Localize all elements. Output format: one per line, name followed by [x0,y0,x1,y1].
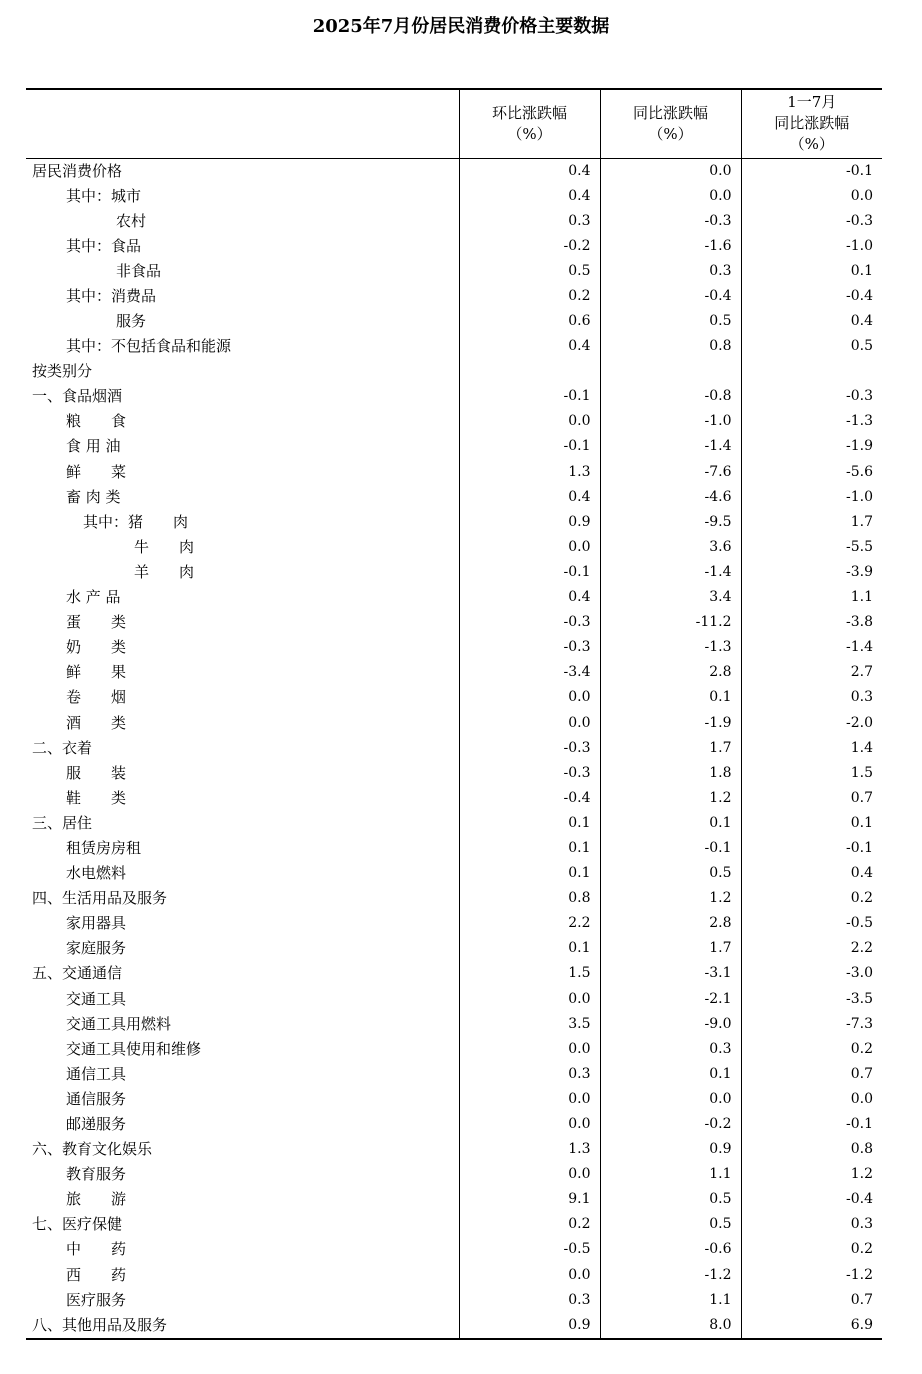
cell-mom: 0.4 [459,485,600,510]
header-ytd-line1: 1一7月 [787,93,837,112]
cell-ytd: 0.4 [741,861,882,886]
row-label: 水 产 品 [66,588,121,607]
table-row [26,1237,882,1262]
cell-mom: 0.0 [459,987,600,1012]
cell-mom: 1.5 [459,961,600,986]
table-row [26,585,882,610]
row-label: 鞋 类 [66,788,127,807]
cell-mom: 0.3 [459,1288,600,1313]
table-row [26,158,882,184]
cell-mom: 1.3 [459,460,600,485]
cell-mom: 3.5 [459,1012,600,1037]
row-label: 其中：消费品 [66,286,157,305]
cell-mom: 0.4 [459,334,600,359]
cell-mom: 0.0 [459,1037,600,1062]
row-label: 中 药 [66,1240,127,1259]
cell-ytd: 0.1 [741,811,882,836]
cell-yoy: -11.2 [600,610,741,635]
cell-ytd: 0.2 [741,886,882,911]
cell-ytd: 2.2 [741,936,882,961]
table-row [26,836,882,861]
cell-yoy: 0.5 [600,1187,741,1212]
cell-ytd: -0.1 [741,836,882,861]
cell-ytd: -5.6 [741,460,882,485]
cell-mom: -0.3 [459,635,600,660]
cell-mom: 0.0 [459,1087,600,1112]
cell-yoy: -1.0 [600,409,741,434]
cell-mom: -0.5 [459,1237,600,1262]
table-row [26,209,882,234]
cell-ytd: 0.0 [741,1087,882,1112]
cell-yoy: 1.1 [600,1288,741,1313]
table-row [26,911,882,936]
row-label: 羊 肉 [134,562,195,581]
table-row [26,610,882,635]
table-row [26,1087,882,1112]
cell-ytd: 0.4 [741,309,882,334]
cell-yoy: -7.6 [600,460,741,485]
row-label: 蛋 类 [66,613,127,632]
cell-yoy: 2.8 [600,660,741,685]
row-label: 租赁房房租 [66,838,142,857]
header-yoy-line1: 同比涨跌幅 [632,103,708,122]
cell-mom: -3.4 [459,660,600,685]
row-label: 其中：城市 [66,186,142,205]
cell-yoy: -0.8 [600,384,741,409]
cell-yoy: -1.6 [600,234,741,259]
cell-ytd: -0.4 [741,284,882,309]
cell-yoy: -1.3 [600,635,741,660]
table-row [26,1212,882,1237]
table-row [26,660,882,685]
cell-yoy: -0.4 [600,284,741,309]
row-label: 三、居住 [32,813,93,832]
cell-yoy: 3.4 [600,585,741,610]
table-row [26,987,882,1012]
cell-yoy: -2.1 [600,987,741,1012]
cell-ytd: 6.9 [741,1313,882,1339]
cell-yoy: -4.6 [600,485,741,510]
row-label: 其中：不包括食品和能源 [66,337,232,356]
row-label: 农村 [116,211,147,230]
cell-yoy: 0.1 [600,811,741,836]
cell-mom: 0.1 [459,936,600,961]
cell-mom: 0.1 [459,811,600,836]
table-row [26,1112,882,1137]
row-label: 卷 烟 [66,688,127,707]
cell-mom: 1.3 [459,1137,600,1162]
table-row [26,409,882,434]
cell-yoy: 0.5 [600,309,741,334]
cell-mom: -0.1 [459,434,600,459]
table-row [26,284,882,309]
table-row [26,1313,882,1339]
row-label: 八、其他用品及服务 [26,1313,459,1339]
cell-mom: 0.8 [459,886,600,911]
table-row [26,710,882,735]
table-row [26,761,882,786]
cell-yoy: 0.0 [600,158,741,184]
cell-mom: 0.0 [459,535,600,560]
row-label: 奶 类 [66,638,127,657]
cell-ytd: 1.5 [741,761,882,786]
cell-ytd: -0.3 [741,209,882,234]
row-label: 其中：猪 肉 [83,512,189,531]
table-row [26,359,882,384]
cell-ytd: -7.3 [741,1012,882,1037]
header-ytd-line2: 同比涨跌幅 [774,114,850,133]
cell-ytd: -3.0 [741,961,882,986]
cell-mom: 0.3 [459,209,600,234]
cell-yoy: 0.5 [600,1212,741,1237]
table-row [26,1062,882,1087]
header-mom [459,89,600,158]
cell-yoy: 8.0 [600,1313,741,1339]
cell-mom: -0.3 [459,736,600,761]
table-row [26,1137,882,1162]
row-label: 五、交通通信 [32,964,123,983]
cell-ytd: -2.0 [741,710,882,735]
cell-yoy: 0.5 [600,861,741,886]
cell-mom: 0.5 [459,259,600,284]
cell-mom: 0.3 [459,1062,600,1087]
table-row [26,961,882,986]
row-label: 二、衣着 [32,738,93,757]
cell-mom: 0.9 [459,1313,600,1339]
row-label: 医疗服务 [66,1290,127,1309]
cell-ytd [741,359,882,384]
row-label: 六、教育文化娱乐 [32,1140,153,1159]
row-label: 通信工具 [66,1064,127,1083]
row-label: 一、食品烟酒 [32,387,123,406]
cell-mom: 0.0 [459,1162,600,1187]
row-label: 服 装 [66,763,127,782]
table-row [26,560,882,585]
row-label: 服务 [116,312,147,331]
cpi-table-container [26,88,882,1340]
table-row [26,811,882,836]
row-label: 通信服务 [66,1089,127,1108]
cell-yoy: -1.4 [600,560,741,585]
cell-yoy: 0.1 [600,1062,741,1087]
row-label: 交通工具用燃料 [66,1014,172,1033]
table-row [26,936,882,961]
row-label: 水电燃料 [66,864,127,883]
table-row [26,234,882,259]
table-row [26,510,882,535]
cell-yoy: 0.0 [600,1087,741,1112]
cell-ytd: -1.9 [741,434,882,459]
cell-ytd: -0.3 [741,384,882,409]
cell-ytd: -3.8 [741,610,882,635]
row-label: 鲜 菜 [66,462,127,481]
page-title: 2025年7月份居民消费价格主要数据 [312,16,610,37]
cell-ytd: -0.1 [741,1112,882,1137]
table-row [26,259,882,284]
table-row [26,1187,882,1212]
cell-ytd: 2.7 [741,660,882,685]
table-row [26,184,882,209]
row-label: 交通工具 [66,989,127,1008]
row-label: 食 用 油 [66,437,121,456]
table-row [26,786,882,811]
table-row [26,434,882,459]
cell-mom: 0.2 [459,1212,600,1237]
cell-mom: 0.0 [459,685,600,710]
cell-yoy: 0.3 [600,259,741,284]
cell-yoy: -9.5 [600,510,741,535]
cell-yoy: -1.4 [600,434,741,459]
row-label: 四、生活用品及服务 [32,889,168,908]
cell-yoy: -9.0 [600,1012,741,1037]
cell-mom: 0.6 [459,309,600,334]
row-label: 家用器具 [66,914,127,933]
row-label: 旅 游 [66,1190,127,1209]
cell-ytd: 0.7 [741,786,882,811]
cell-ytd: 0.7 [741,1062,882,1087]
table-row [26,1162,882,1187]
cell-ytd: 1.1 [741,585,882,610]
cpi-table [26,88,882,1340]
table-row [26,384,882,409]
cell-ytd: 0.2 [741,1237,882,1262]
cell-mom: 0.0 [459,1112,600,1137]
cell-yoy: -0.3 [600,209,741,234]
cell-ytd: 1.7 [741,510,882,535]
cell-ytd: -1.2 [741,1263,882,1288]
table-row [26,334,882,359]
cell-mom: 0.0 [459,409,600,434]
row-label: 粮 食 [66,412,127,431]
row-label: 畜 肉 类 [66,487,121,506]
table-row [26,635,882,660]
cell-ytd: -3.5 [741,987,882,1012]
cell-ytd: 1.2 [741,1162,882,1187]
cell-ytd: -1.0 [741,485,882,510]
cell-mom: -0.3 [459,761,600,786]
row-label: 七、医疗保健 [32,1215,123,1234]
cell-ytd: 0.3 [741,685,882,710]
row-label: 酒 类 [66,713,127,732]
cell-yoy: 1.7 [600,936,741,961]
cell-ytd: 0.7 [741,1288,882,1313]
table-row [26,485,882,510]
cell-mom: 9.1 [459,1187,600,1212]
row-label: 按类别分 [32,362,93,381]
row-label: 鲜 果 [66,663,127,682]
cell-yoy: 1.1 [600,1162,741,1187]
cell-mom: -0.3 [459,610,600,635]
cell-yoy: -0.1 [600,836,741,861]
cell-ytd: -0.4 [741,1187,882,1212]
cell-ytd: 0.5 [741,334,882,359]
cell-yoy: 0.9 [600,1137,741,1162]
cell-mom: 0.0 [459,1263,600,1288]
cell-yoy: 0.8 [600,334,741,359]
cell-yoy: -1.2 [600,1263,741,1288]
header-ytd [741,89,882,158]
cell-yoy: 2.8 [600,911,741,936]
table-row [26,1012,882,1037]
cell-yoy: -1.9 [600,710,741,735]
row-label: 牛 肉 [134,537,195,556]
cell-yoy [600,359,741,384]
header-item [26,89,459,158]
cell-yoy: 1.8 [600,761,741,786]
cell-yoy: 0.1 [600,685,741,710]
cell-ytd: -3.9 [741,560,882,585]
cell-mom [459,359,600,384]
cell-ytd: -0.5 [741,911,882,936]
cell-mom: 0.2 [459,284,600,309]
table-header-row [26,89,882,158]
cell-mom: -0.4 [459,786,600,811]
cell-yoy: -0.2 [600,1112,741,1137]
header-ytd-line3: （%） [789,135,834,154]
table-row [26,1037,882,1062]
table-body [26,158,882,1339]
cell-ytd: 0.1 [741,259,882,284]
cell-yoy: 3.6 [600,535,741,560]
table-row [26,736,882,761]
cell-yoy: 1.2 [600,786,741,811]
cell-mom: -0.1 [459,384,600,409]
cell-mom: -0.2 [459,234,600,259]
cell-mom: 0.4 [459,158,600,184]
cell-mom: 0.0 [459,710,600,735]
header-yoy-line2: （%） [648,124,693,143]
row-label: 交通工具使用和维修 [66,1039,202,1058]
cell-yoy: -0.6 [600,1237,741,1262]
cell-mom: 0.4 [459,184,600,209]
table-row [26,1288,882,1313]
table-row [26,460,882,485]
cell-ytd: 1.4 [741,736,882,761]
row-label: 邮递服务 [66,1115,127,1134]
table-row [26,861,882,886]
table-row [26,886,882,911]
cell-mom: 2.2 [459,911,600,936]
table-row [26,309,882,334]
row-label: 居民消费价格 [32,161,123,180]
row-label: 教育服务 [66,1165,127,1184]
row-label: 家庭服务 [66,939,127,958]
cell-yoy: 0.0 [600,184,741,209]
table-row [26,535,882,560]
cell-ytd: -1.3 [741,409,882,434]
row-label: 其中：食品 [66,236,142,255]
header-yoy [600,89,741,158]
cell-mom: -0.1 [459,560,600,585]
cell-yoy: 0.3 [600,1037,741,1062]
cell-mom: 0.9 [459,510,600,535]
cell-ytd: 0.8 [741,1137,882,1162]
cell-mom: 0.1 [459,861,600,886]
header-mom-line2: （%） [507,124,552,143]
cell-yoy: -3.1 [600,961,741,986]
row-label: 非食品 [116,261,162,280]
cell-yoy: 1.2 [600,886,741,911]
cell-ytd: -5.5 [741,535,882,560]
cell-ytd: 0.0 [741,184,882,209]
cell-ytd: -1.0 [741,234,882,259]
header-mom-line1: 环比涨跌幅 [491,103,567,122]
cell-ytd: 0.2 [741,1037,882,1062]
cell-mom: 0.4 [459,585,600,610]
table-row [26,1263,882,1288]
cell-ytd: -1.4 [741,635,882,660]
cell-mom: 0.1 [459,836,600,861]
table-row [26,685,882,710]
cell-ytd: -0.1 [741,158,882,184]
cell-ytd: 0.3 [741,1212,882,1237]
row-label: 西 药 [66,1265,127,1284]
cell-yoy: 1.7 [600,736,741,761]
